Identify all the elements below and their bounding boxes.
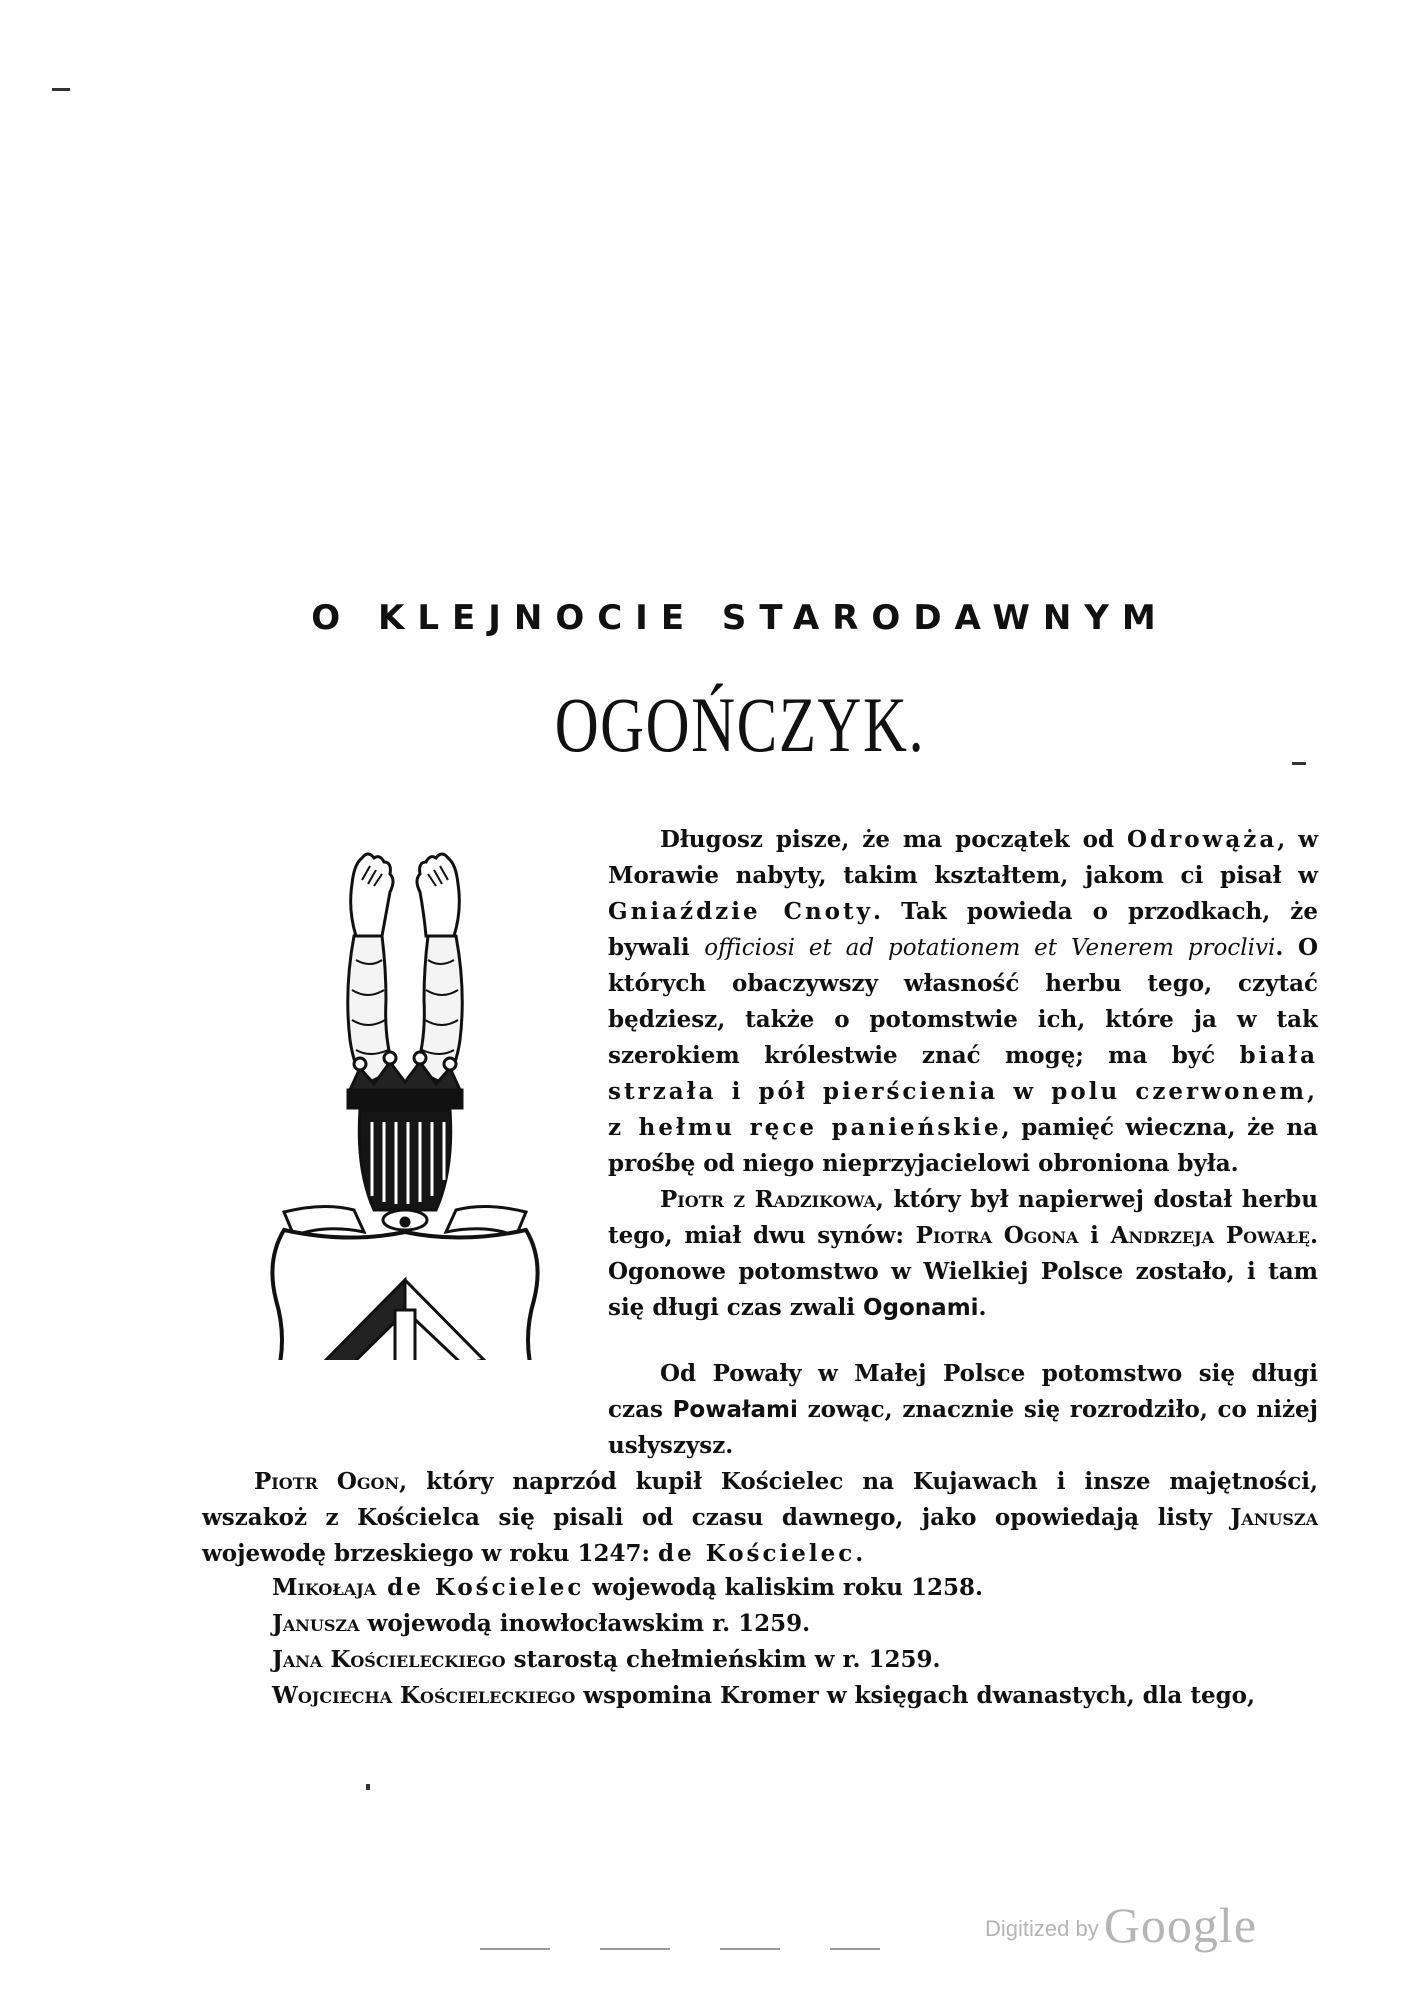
- entry-janusza: [272, 1610, 1318, 1637]
- person-name: Wojciecha Kościeleckiego: [272, 1682, 576, 1709]
- text-run: , w Morawie nabyty, takim kształtem, jakom ci pisał w: [608, 826, 1318, 889]
- text-run: wojewodą inowłocławskim r. 1259.: [359, 1610, 811, 1637]
- paragraph-od-powaly: [608, 1356, 1318, 1464]
- text-run: .: [978, 1294, 987, 1321]
- emphasized-name: Powałami: [672, 1397, 798, 1423]
- text-run: . Ogonowe potomstwo w Wielkiej Polsce zostało, i tam się długi czas zwali: [608, 1222, 1318, 1321]
- text-run: Gniaździe Cnoty: [608, 898, 874, 925]
- person-name: Jana Kościeleckiego: [272, 1646, 506, 1673]
- watermark-prefix: Digitized by: [985, 1916, 1099, 1941]
- raised-hands-icon: [351, 854, 460, 936]
- scan-speck: [600, 1948, 670, 1950]
- text-run: , pamięć wieczna, że na prośbę od niego nieprzyjacielowi obroniona była.: [608, 1114, 1319, 1177]
- paragraph-piotr-ogon: [202, 1464, 1318, 1572]
- text-run: . O których obaczywszy własność herbu tego, czytać będziesz, także o potomstwie ich, które ja w tak szerokiem królestwie znać mogę; ma być: [608, 934, 1318, 1069]
- person-name: Janusza: [1230, 1504, 1318, 1531]
- scan-speck: [52, 88, 70, 91]
- text-run: , który naprzód kupił Kościelec na Kujawach i insze majętności, wszakoż z Kościelca się pisali od czasu dawnego, jako opowiedają listy: [202, 1468, 1318, 1531]
- text-run: Odrowąża: [1127, 826, 1278, 853]
- scan-speck: [720, 1948, 780, 1950]
- section-heading: O KLEJNOCIE STARODAWNYM: [311, 598, 1169, 638]
- text-run: . Tak powieda o przodkach, że bywali: [608, 898, 1318, 961]
- helmet-icon: [359, 1110, 450, 1230]
- coat-of-arms-image: [264, 840, 574, 1360]
- text-run: .: [855, 1540, 864, 1567]
- person-name: Piotr z Radzikowa: [660, 1186, 876, 1213]
- entry-mikolaja: [272, 1574, 1318, 1601]
- scan-speck: [366, 1784, 370, 1790]
- emphasized-name: Ogonami: [862, 1295, 979, 1321]
- person-name: Mikołaja: [272, 1574, 377, 1601]
- page-title: OGOŃCZYK.: [554, 681, 926, 768]
- latin-quote: officiosi et ad potationem et Venerem proclivi: [704, 935, 1276, 961]
- crown-icon: [348, 1052, 462, 1108]
- text-run: wspomina Kromer w księgach dwanastych, dla tego,: [575, 1682, 1256, 1709]
- text-run: de Kościelec: [376, 1574, 585, 1601]
- paragraph-dlugosz: [608, 822, 1318, 1182]
- text-run: biała strzała i pół pierścienia w polu czerwonem, z hełmu ręce panieńskie: [608, 1042, 1318, 1141]
- person-name: Piotra Ogona: [915, 1222, 1079, 1249]
- google-logo: Google: [1103, 1897, 1258, 1953]
- text-run: de Kościelec: [657, 1540, 856, 1567]
- person-name: Janusza: [272, 1610, 360, 1637]
- text-run: zowąc, znacznie się rozrodziło, co niżej usłyszysz.: [608, 1396, 1318, 1459]
- text-run: wojewodę brzeskiego w roku 1247:: [202, 1540, 658, 1567]
- text-run: Długosz pisze, że ma początek od: [660, 826, 1127, 853]
- text-run: Od Powały w Małej Polsce potomstwo się długi czas: [608, 1360, 1318, 1423]
- scan-speck: [480, 1948, 550, 1950]
- paragraph-piotr-z-radzikowa: [608, 1182, 1318, 1326]
- text-run: wojewodą kaliskim roku 1258.: [584, 1574, 984, 1601]
- entry-jana: [272, 1646, 1318, 1673]
- person-name: Piotr Ogon: [254, 1468, 400, 1495]
- entry-wojciecha: [272, 1682, 1318, 1709]
- person-name: Andrzeja Powałę: [1110, 1222, 1310, 1249]
- digitized-by-google-watermark: [985, 1896, 1315, 1956]
- scan-speck: [830, 1948, 880, 1950]
- text-run: , który był napierwej dostał herbu tego, miał dwu synów:: [608, 1186, 1318, 1249]
- scan-speck: [1292, 762, 1306, 765]
- text-run: starostą chełmieńskim w r. 1259.: [505, 1646, 941, 1673]
- text-run: i: [1078, 1222, 1111, 1249]
